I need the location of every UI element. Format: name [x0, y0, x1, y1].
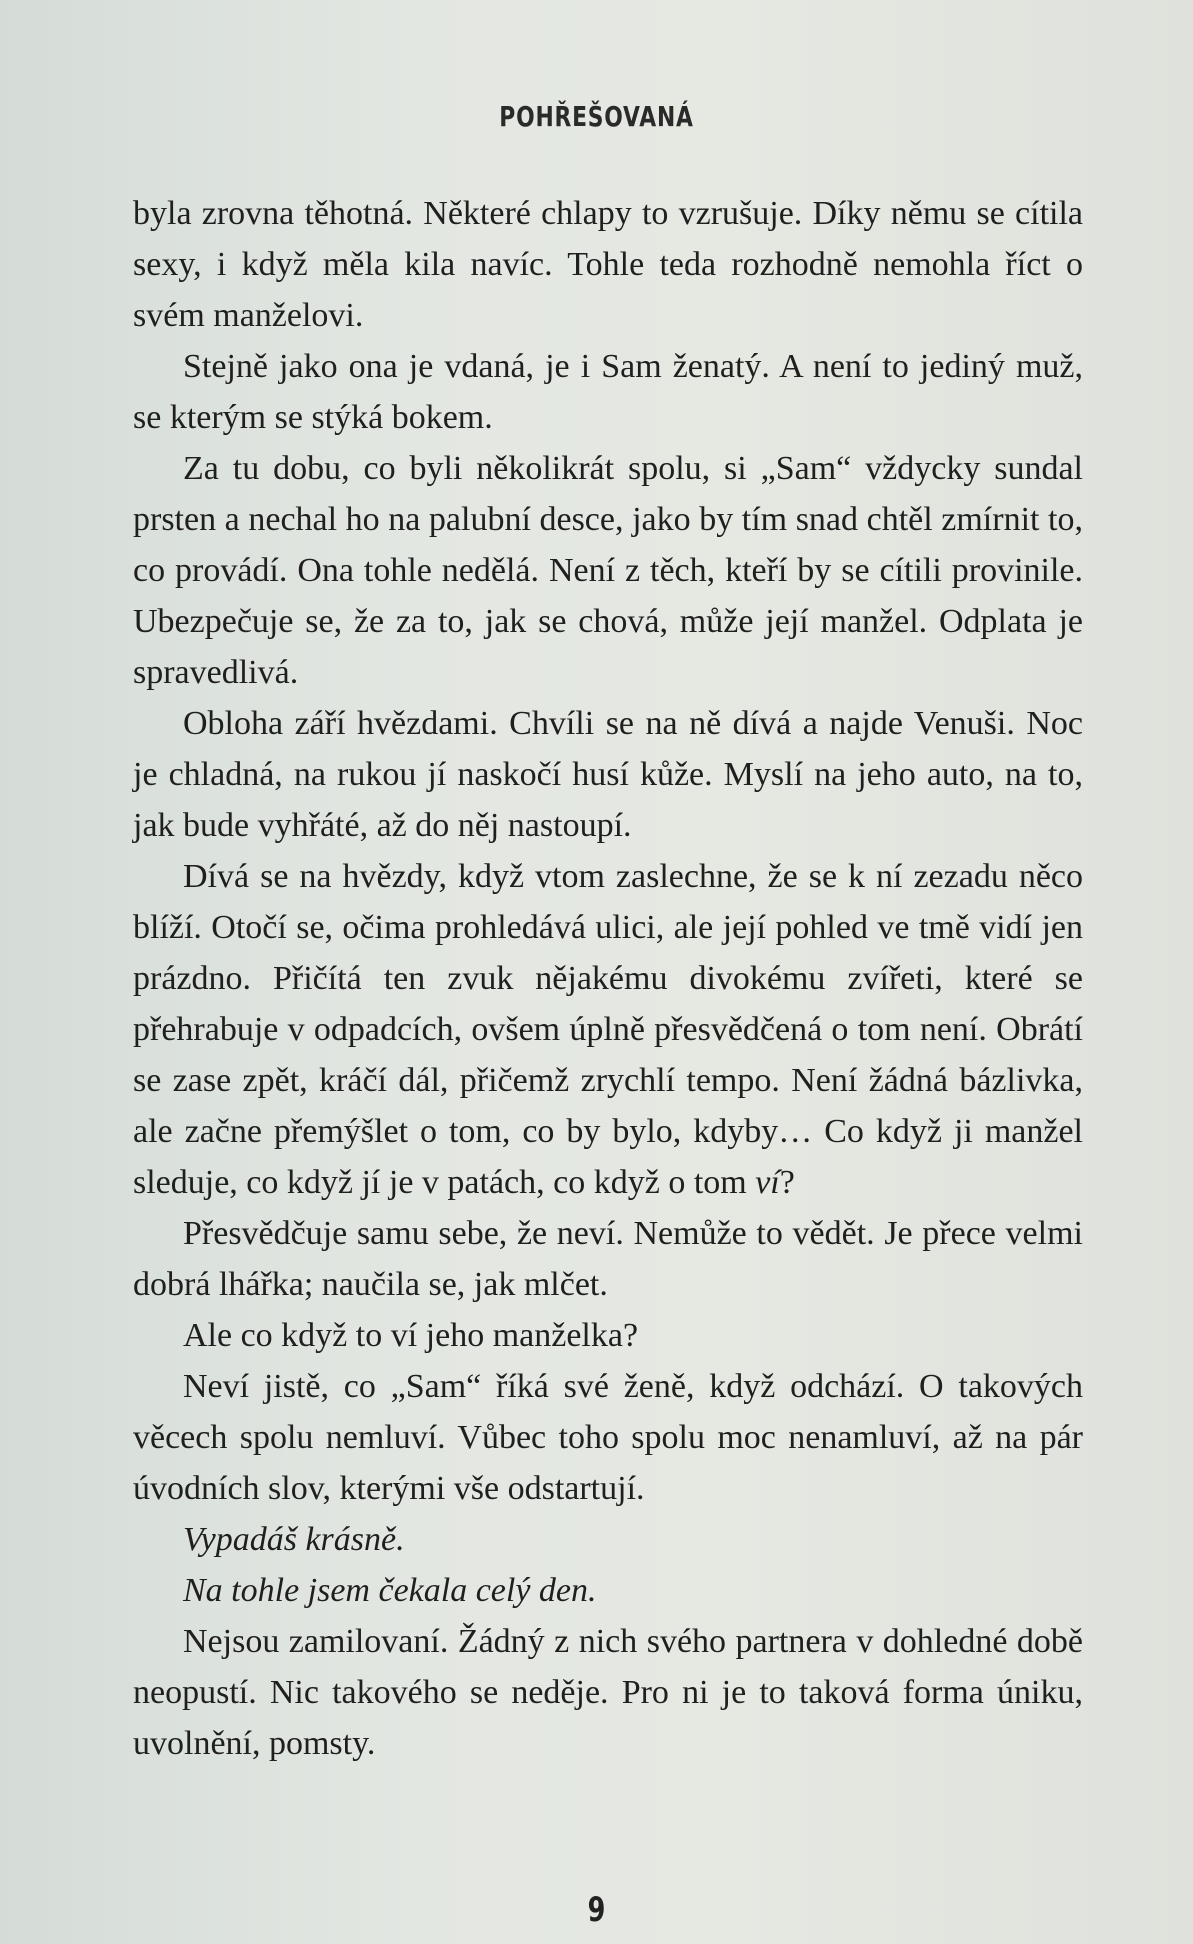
paragraph-11: Nejsou zamilovaní. Žádný z nich svého partnera v dohledné době neopustí. Nic takového se neděje. Pro ni je to taková forma úniku, uvolnění, pomsty.: [133, 1623, 1083, 1762]
page-number: 9: [587, 1890, 606, 1930]
paragraph-1: byla zrovna těhotná. Některé chlapy to vzrušuje. Díky němu se cítila sexy, i když měla kila navíc. Tohle teda rozhodně nemohla říct o svém manželovi.: [133, 195, 1083, 334]
paragraph-5-text: Dívá se na hvězdy, když vtom zaslechne, že se k ní zezadu něco blíží. Otočí se, očima prohledává ulici, ale její pohled ve tmě vidí jen prázdno. Přičítá ten zvuk nějakému divokému zvířeti, které se přehrabuje v odpadcích, ovšem úplně přesvědčená o tom není. Obrátí se zase zpět, kráčí dál, přičemž zrychlí tempo. Není žádná bázlivka, ale začne přemýšlet o tom, co by bylo, kdyby… Co když ji manžel sleduje, co když jí je v patách, co když o tom: [133, 858, 1083, 1201]
paragraph-2: Stejně jako ona je vdaná, je i Sam ženatý. A není to jediný muž, se kterým se stýká bokem.: [133, 348, 1083, 436]
paragraph-10-italic: Na tohle jsem čekala celý den.: [183, 1572, 597, 1609]
paragraph-8: Neví jistě, co „Sam“ říká své ženě, když odchází. O takových věcech spolu nemluví. Vůbec toho spolu moc nenamluví, až na pár úvodních slov, kterými vše odstartují.: [133, 1368, 1083, 1507]
paragraph-6: Přesvědčuje samu sebe, že neví. Nemůže to vědět. Je přece velmi dobrá lhářka; naučila se, jak mlčet.: [133, 1215, 1083, 1303]
paragraph-4: Obloha září hvězdami. Chvíli se na ně dívá a najde Venuši. Noc je chladná, na rukou jí naskočí husí kůže. Myslí na jeho auto, na to, jak bude vyhřáté, až do něj nastoupí.: [133, 705, 1083, 844]
paragraph-3: Za tu dobu, co byli několikrát spolu, si „Sam“ vždycky sundal prsten a nechal ho na palubní desce, jako by tím snad chtěl zmírnit to, co provádí. Ona tohle nedělá. Není z těch, kteří by se cítili provinile. Ubezpečuje se, že za to, jak se chová, může její manžel. Odplata je spravedlivá.: [133, 450, 1083, 691]
paragraph-5-end: ?: [779, 1164, 795, 1201]
body-text: [133, 188, 1083, 1769]
paragraph-5: [133, 851, 1083, 1208]
paragraph-7: Ale co když to ví jeho manželka?: [183, 1317, 639, 1354]
paragraph-9-italic: Vypadáš krásně.: [183, 1521, 405, 1558]
running-head: POHŘEŠOVANÁ: [499, 100, 694, 133]
paragraph-5-emphasis: ví: [755, 1164, 780, 1201]
